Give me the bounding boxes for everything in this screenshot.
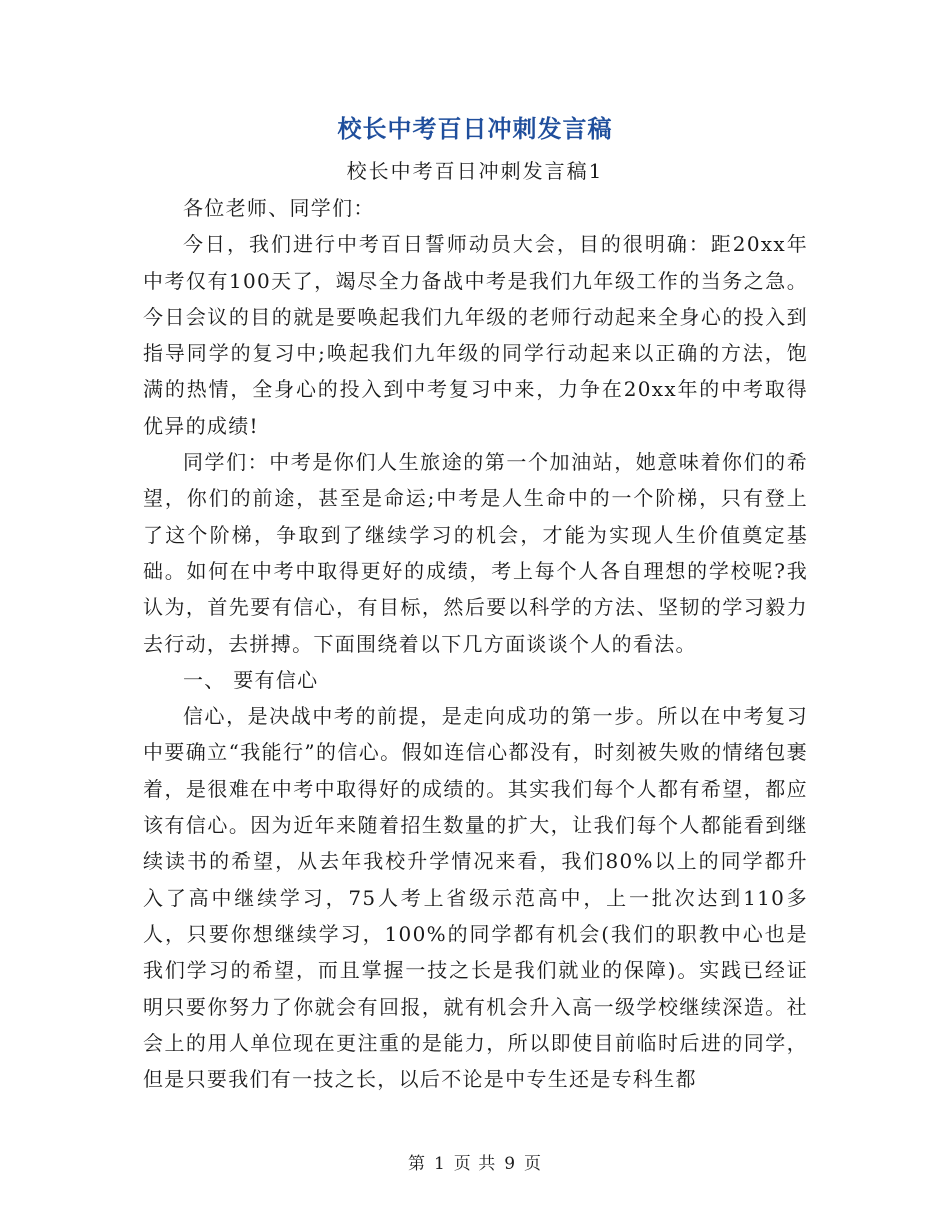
- paragraph-greeting: 各位老师、同学们：: [183, 196, 375, 220]
- footer-prefix: 第: [407, 1154, 426, 1174]
- page-footer: [0, 1152, 950, 1176]
- paragraph: 信心，是决战中考的前提，是走向成功的第一步。所以在中考复习中要确立“我能行”的信心。假如连信心都没有，时刻被失败的情绪包裹着，是很难在中考中取得好的成绩的。其实我们每个人都有希望，都应该有信心。因为近年来随着招生数量的扩大，让我们每个人都能看到继续读书的希望，从去年我校升学情况来看，我们80%以上的同学都升入了高中继续学习，75人考上省级示范高中，上一批次达到110多人，只要你想继续学习，100%的同学都有机会(我们的职教中心也是我们学习的希望，而且掌握一技之长是我们就业的保障)。实践已经证明只要你努力了你就会有回报，就有机会升入高一级学校继续深造。社会上的用人单位现在更注重的是能力，所以即使目前临时后进的同学，但是只要我们有一技之长，以后不论是中专生还是专科生都: [143, 704, 808, 1092]
- footer-suffix: 页: [524, 1154, 543, 1174]
- paragraph: 今日，我们进行中考百日誓师动员大会，目的很明确：距20xx年中考仅有100天了，竭尽全力备战中考是我们九年级工作的当务之急。今日会议的目的就是要唤起我们九年级的老师行动起来全身心的投入到指导同学的复习中;唤起我们九年级的同学行动起来以正确的方法，饱满的热情，全身心的投入到中考复习中来，力争在20xx年的中考取得优异的成绩!: [143, 232, 808, 438]
- document-subtitle: 校长中考百日冲刺发言稿1: [346, 159, 604, 183]
- total-page-count: 9: [504, 1154, 517, 1174]
- footer-middle: 页 共: [453, 1154, 497, 1174]
- section-heading: 一、 要有信心: [183, 667, 319, 692]
- document-body: [143, 190, 808, 1097]
- paragraph: 同学们：中考是你们人生旅途的第一个加油站，她意味着你们的希望，你们的前途，甚至是命运;中考是人生命中的一个阶梯，只有登上了这个阶梯，争取到了继续学习的机会，才能为实现人生价值奠定基础。如何在中考中取得更好的成绩，考上每个人各自理想的学校呢?我认为，首先要有信心，有目标，然后要以科学的方法、坚韧的学习毅力去行动，去拼搏。下面围绕着以下几方面谈谈个人的看法。: [143, 450, 808, 656]
- current-page-number: 1: [433, 1154, 446, 1174]
- document-title: 校长中考百日冲刺发言稿: [337, 114, 613, 143]
